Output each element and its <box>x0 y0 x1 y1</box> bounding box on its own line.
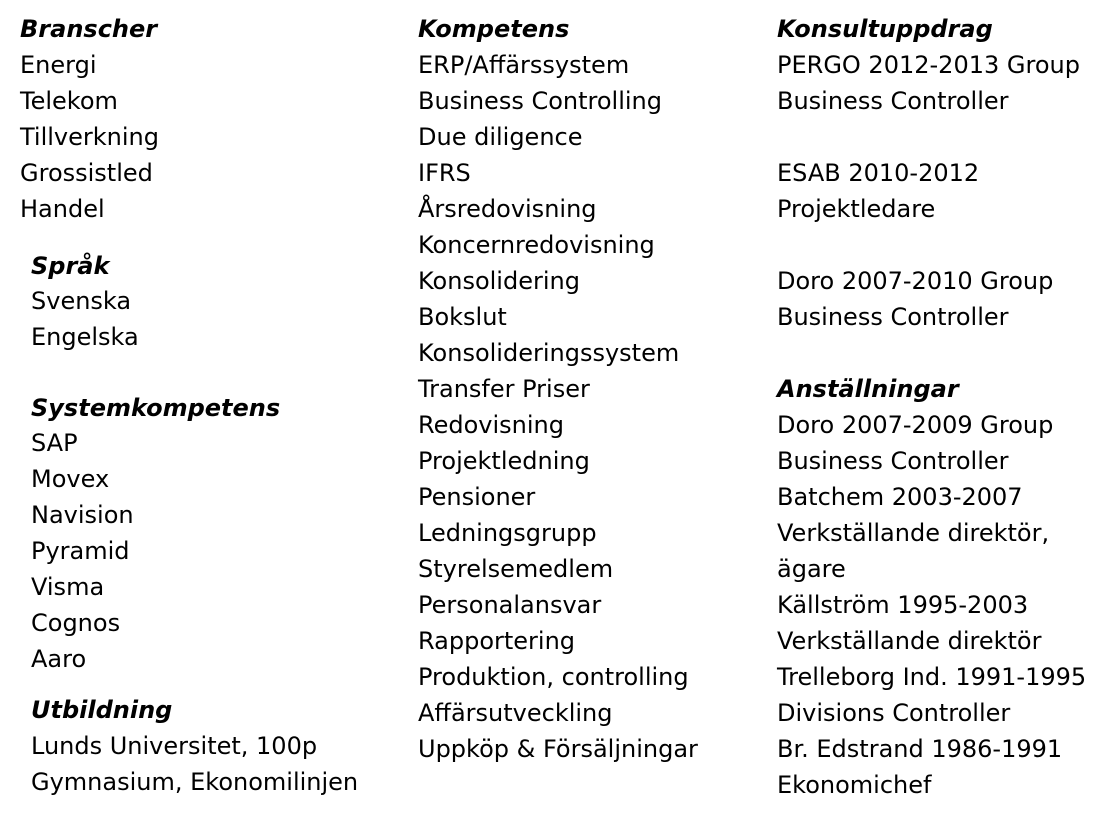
anstallning-item: ägare <box>777 555 846 583</box>
anstallning-item: Trelleborg Ind. 1991-1995 <box>777 663 1087 691</box>
anstallning-item: Business Controller <box>777 447 1009 475</box>
konsultuppdrag-item: Doro 2007-2010 Group <box>777 267 1054 295</box>
anstallning-item: Batchem 2003-2007 <box>777 483 1023 511</box>
anstallning-item: Källström 1995-2003 <box>777 591 1029 619</box>
bransch-item: Handel <box>20 195 105 223</box>
konsultuppdrag-heading: Konsultuppdrag <box>777 15 993 43</box>
kompetens-item: Business Controlling <box>418 87 662 115</box>
system-item: Cognos <box>31 609 121 637</box>
anstallning-item: Verkställande direktör, <box>777 519 1050 547</box>
kompetens-item: Styrelsemedlem <box>418 555 614 583</box>
bransch-item: Grossistled <box>20 159 153 187</box>
systemkompetens-heading: Systemkompetens <box>31 394 281 422</box>
kompetens-heading: Kompetens <box>418 15 570 43</box>
kompetens-item: IFRS <box>418 159 471 187</box>
kompetens-item: Redovisning <box>418 411 564 439</box>
utbildning-item: Lunds Universitet, 100p <box>31 732 318 760</box>
anstallning-item: Br. Edstrand 1986-1991 <box>777 735 1063 763</box>
konsultuppdrag-item: Business Controller <box>777 303 1009 331</box>
kompetens-item: Bokslut <box>418 303 507 331</box>
kompetens-item: Pensioner <box>418 483 536 511</box>
kompetens-item: Ledningsgrupp <box>418 519 597 547</box>
kompetens-item: Koncernredovisning <box>418 231 655 259</box>
konsultuppdrag-item: Business Controller <box>777 87 1009 115</box>
anstallning-item: Divisions Controller <box>777 699 1011 727</box>
sprak-heading: Språk <box>31 252 110 280</box>
anstallning-item: Ekonomichef <box>777 771 932 799</box>
anstallning-item: Doro 2007-2009 Group <box>777 411 1054 439</box>
kompetens-item: Due diligence <box>418 123 583 151</box>
bransch-item: Telekom <box>20 87 118 115</box>
bransch-item: Energi <box>20 51 97 79</box>
kompetens-item: Personalansvar <box>418 591 602 619</box>
kompetens-item: ERP/Affärssystem <box>418 51 630 79</box>
kompetens-item: Projektledning <box>418 447 590 475</box>
system-item: Aaro <box>31 645 87 673</box>
konsultuppdrag-item: PERGO 2012-2013 Group <box>777 51 1080 79</box>
anstallningar-heading: Anställningar <box>777 375 959 403</box>
kompetens-item: Produktion, controlling <box>418 663 689 691</box>
system-item: Pyramid <box>31 537 130 565</box>
system-item: Visma <box>31 573 105 601</box>
system-item: Navision <box>31 501 134 529</box>
sprak-item: Engelska <box>31 323 139 351</box>
branscher-heading: Branscher <box>20 15 158 43</box>
sprak-item: Svenska <box>31 287 132 315</box>
kompetens-item: Konsolideringssystem <box>418 339 680 367</box>
kompetens-item: Årsredovisning <box>418 195 597 223</box>
utbildning-item: Gymnasium, Ekonomilinjen <box>31 768 359 796</box>
utbildning-heading: Utbildning <box>31 696 173 724</box>
system-item: Movex <box>31 465 110 493</box>
kompetens-item: Affärsutveckling <box>418 699 613 727</box>
kompetens-item: Konsolidering <box>418 267 580 295</box>
kompetens-item: Rapportering <box>418 627 576 655</box>
konsultuppdrag-item: ESAB 2010-2012 <box>777 159 980 187</box>
konsultuppdrag-item: Projektledare <box>777 195 936 223</box>
bransch-item: Tillverkning <box>20 123 159 151</box>
kompetens-item: Uppköp & Försäljningar <box>418 735 698 763</box>
anstallning-item: Verkställande direktör <box>777 627 1042 655</box>
system-item: SAP <box>31 429 78 457</box>
kompetens-item: Transfer Priser <box>418 375 590 403</box>
